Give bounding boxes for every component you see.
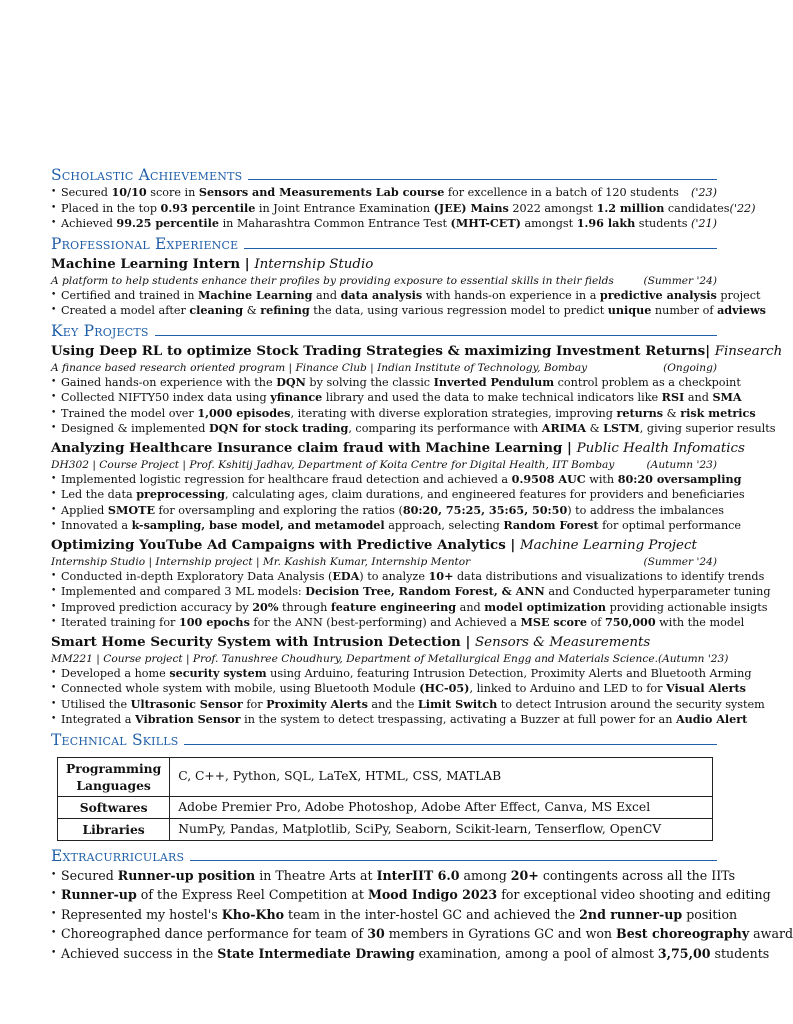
section-title: Key Projects xyxy=(51,321,149,340)
entry-subtitle: A finance based research oriented program | Finance Club | Indian Institute of Technology, Bombay (Ongoing) xyxy=(51,361,717,374)
project-list xyxy=(51,665,765,728)
list-item: • Represented my hostel's Kho-Kho team in the inter-hostel GC and achieved the 2nd runner-up position xyxy=(51,905,717,925)
section-experience xyxy=(51,235,717,253)
list-item: • Developed a home security system using Arduino, featuring Intrusion Detection, Proximity Alerts and Bluetooth Arming xyxy=(51,666,717,682)
skill-category: Programming Languages xyxy=(58,757,170,796)
list-item: • Choreographed dance performance for team of 30 members in Gyrations GC and won Best choreography award xyxy=(51,924,717,944)
list-item: • Implemented logistic regression for healthcare fraud detection and achieved a 0.9508 AUC with 80:20 oversampling xyxy=(51,472,717,488)
entry-header: Analyzing Healthcare Insurance claim fraud with Machine Learning | Public Health Infomatics xyxy=(51,439,745,456)
section-title: Technical Skills xyxy=(51,730,179,749)
list-item: • Conducted in-depth Exploratory Data Analysis (EDA) to analyze 10+ data distributions and visualizations to identify trends xyxy=(51,569,717,585)
list-item: • Placed in the top 0.93 percentile in Joint Entrance Examination (JEE) Mains 2022 amongst 1.2 million candidates ('22) xyxy=(51,201,717,217)
entry-subtitle: MM221 | Course project | Prof. Tanushree Choudhury, Department of Metallurgical Engg and Materials Science. (Autumn '23) xyxy=(51,652,729,665)
entry-header: Machine Learning Intern | Internship Studio xyxy=(51,255,374,272)
table-row xyxy=(58,796,713,818)
list-item: • Created a model after cleaning & refining the data, using various regression model to predict unique number of adviews xyxy=(51,303,717,319)
section-skills xyxy=(51,731,717,749)
project-list xyxy=(51,568,771,631)
list-item: • Gained hands-on experience with the DQN by solving the classic Inverted Pendulum control problem as a checkpoint xyxy=(51,375,717,391)
list-item: • Utilised the Ultrasonic Sensor for Proximity Alerts and the Limit Switch to detect Intrusion around the security system xyxy=(51,697,717,713)
list-item: • Certified and trained in Machine Learning and data analysis with hands-on experience in a predictive analysis project xyxy=(51,288,717,304)
list-item: • Led the data preprocessing, calculating ages, claim durations, and engineered features for providers and beneficiaries xyxy=(51,487,717,503)
list-item: • Designed & implemented DQN for stock trading, comparing its performance with ARIMA & LSTM, giving superior results xyxy=(51,421,717,437)
entry-date: (Ongoing) xyxy=(663,361,717,374)
list-item: • Secured 10/10 score in Sensors and Measurements Lab course for excellence in a batch of 120 students ('23) xyxy=(51,185,717,201)
section-rule xyxy=(248,179,717,180)
skill-category: Softwares xyxy=(58,796,170,818)
section-rule xyxy=(190,860,717,861)
project-list xyxy=(51,374,776,437)
scholastic-list xyxy=(51,185,756,232)
entry-subtitle: Internship Studio | Internship project | Mr. Kashish Kumar, Internship Mentor (Summer '24) xyxy=(51,555,717,568)
table-row xyxy=(58,757,713,796)
entry-title: Analyzing Healthcare Insurance claim fraud with Machine Learning xyxy=(51,439,563,456)
list-item: • Implemented and compared 3 ML models: Decision Tree, Random Forest, & ANN and Conducted hyperparameter tuning xyxy=(51,584,717,600)
entry-title: Smart Home Security System with Intrusion Detection xyxy=(51,633,461,650)
entry-date: (Autumn '23) xyxy=(657,652,729,665)
entry-subtitle: DH302 | Course Project | Prof. Kshitij Jadhav, Department of Koita Centre for Digital Health, IIT Bombay (Autumn '23) xyxy=(51,458,717,471)
entry-org: Sensors & Measurements xyxy=(474,634,651,650)
project-list xyxy=(51,471,745,534)
entry-date: (Summer '24) xyxy=(643,274,717,287)
list-item: • Integrated a Vibration Sensor in the system to detect trespassing, activating a Buzzer at full power for an Audio Alert xyxy=(51,712,717,728)
list-item: • Improved prediction accuracy by 20% through feature engineering and model optimization providing actionable insigts xyxy=(51,600,717,616)
list-item: • Connected whole system with mobile, using Bluetooth Module (HC-05), linked to Arduino and LED to for Visual Alerts xyxy=(51,681,717,697)
section-rule xyxy=(155,335,717,336)
entry-subtitle: A platform to help students enhance their profiles by providing exposure to essential skills in their fields (Summer '24) xyxy=(51,274,717,287)
entry-date: (Summer '24) xyxy=(643,555,717,568)
section-rule xyxy=(244,248,717,249)
entry-header: Optimizing YouTube Ad Campaigns with Predictive Analytics | Machine Learning Project xyxy=(51,536,697,553)
year: ('22) xyxy=(729,201,756,215)
entry-header: Smart Home Security System with Intrusion Detection | Sensors & Measurements xyxy=(51,633,651,650)
list-item: • Achieved success in the State Intermediate Drawing examination, among a pool of almost 3,75,00 students xyxy=(51,944,717,964)
entry-org: Internship Studio xyxy=(254,256,374,272)
list-item: • Trained the model over 1,000 episodes, iterating with diverse exploration strategies, improving returns & risk metrics xyxy=(51,406,717,422)
skills-table xyxy=(57,757,713,841)
resume-page xyxy=(51,163,793,963)
section-extra xyxy=(51,847,717,865)
year: ('21) xyxy=(690,217,717,230)
list-item: • Iterated training for 100 epochs for the ANN (best-performing) and Achieved a MSE score of 750,000 with the model xyxy=(51,615,717,631)
section-title: Scholastic Achievements xyxy=(51,166,243,184)
entry-title: Using Deep RL to optimize Stock Trading Strategies & maximizing Investment Returns xyxy=(51,342,706,359)
skill-category: Libraries xyxy=(58,818,170,840)
list-item: • Innovated a k-sampling, base model, and metamodel approach, selecting Random Forest for optimal performance xyxy=(51,518,717,534)
list-item: • Runner-up of the Express Reel Competition at Mood Indigo 2023 for exceptional video shooting and editing xyxy=(51,885,717,905)
section-scholastic xyxy=(51,166,717,184)
list-item: • Achieved 99.25 percentile in Maharashtra Common Entrance Test (MHT-CET) amongst 1.96 lakh students ('21) xyxy=(51,216,717,232)
skill-values: NumPy, Pandas, Matplotlib, SciPy, Seaborn, Scikit-learn, Tenserflow, OpenCV xyxy=(170,818,713,840)
extra-list xyxy=(51,866,793,964)
section-title: Extracurriculars xyxy=(51,846,185,865)
entry-org: Machine Learning Project xyxy=(519,537,697,553)
experience-list xyxy=(51,287,766,319)
skill-values: C, C++, Python, SQL, LaTeX, HTML, CSS, MATLAB xyxy=(170,757,713,796)
entry-title: Machine Learning Intern xyxy=(51,255,241,272)
section-title: Professional Experience xyxy=(51,234,239,253)
list-item: • Applied SMOTE for oversampling and exploring the ratios (80:20, 75:25, 35:65, 50:50) to address the imbalances xyxy=(51,503,717,519)
section-projects xyxy=(51,322,717,340)
list-item: • Collected NIFTY50 index data using yfinance library and used the data to make technical indicators like RSI and SMA xyxy=(51,390,717,406)
entry-title: Optimizing YouTube Ad Campaigns with Predictive Analytics xyxy=(51,536,506,553)
entry-date: (Autumn '23) xyxy=(646,458,717,471)
table-row xyxy=(58,818,713,840)
section-rule xyxy=(184,744,717,745)
skill-values: Adobe Premier Pro, Adobe Photoshop, Adobe After Effect, Canva, MS Excel xyxy=(170,796,713,818)
entry-org: Public Health Infomatics xyxy=(576,440,745,456)
entry-header: Using Deep RL to optimize Stock Trading Strategies & maximizing Investment Returns| Finsearch xyxy=(51,342,783,359)
entry-org: Finsearch xyxy=(714,343,783,359)
list-item: • Secured Runner-up position in Theatre Arts at InterIIT 6.0 among 20+ contingents across all the IITs xyxy=(51,866,717,886)
year: ('23) xyxy=(690,186,717,199)
